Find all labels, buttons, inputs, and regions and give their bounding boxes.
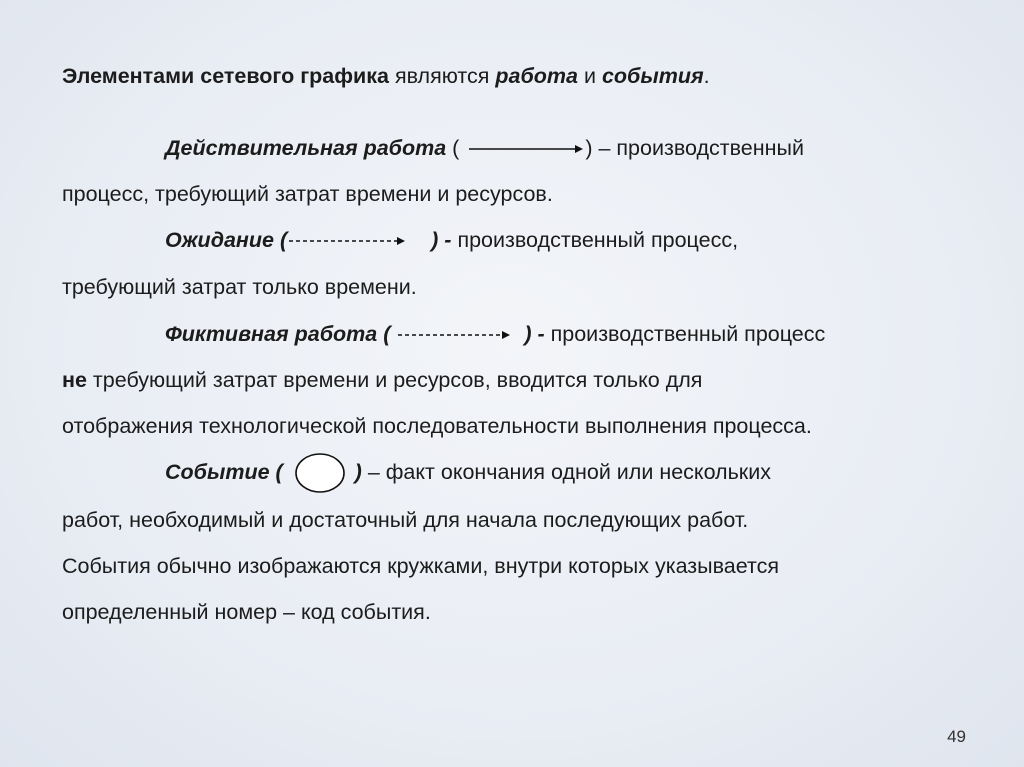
- event-line2: работ, необходимый и достаточный для начала последующих работ.: [62, 508, 749, 532]
- waiting-term: Ожидание (: [165, 228, 288, 252]
- heading-and: и: [577, 64, 602, 88]
- event-line3: События обычно изображаются кружками, внутри которых указывается: [62, 554, 779, 578]
- heading-work: работа: [495, 64, 578, 88]
- waiting-close: ) -: [431, 228, 452, 252]
- real-work-line2: процесс, требующий затрат времени и ресурсов.: [62, 182, 553, 206]
- dashed-arrow-icon: [287, 234, 409, 248]
- heading: [62, 62, 710, 90]
- event-desc: – факт окончания одной или нескольких: [361, 460, 771, 484]
- fictive-term: Фиктивная работа (: [165, 322, 391, 346]
- event-line: [165, 458, 771, 486]
- dashed-arrow-icon: [396, 328, 516, 342]
- real-work-open: (: [446, 136, 460, 160]
- fictive-desc: производственный процесс: [544, 322, 826, 346]
- fictive-line: [165, 320, 825, 348]
- fictive-line2: [62, 366, 702, 394]
- real-work-line: [165, 134, 804, 162]
- fictive-line2-text: требующий затрат времени и ресурсов, вводится только для: [86, 368, 703, 392]
- waiting-desc: производственный процесс,: [457, 228, 739, 252]
- real-work-close: ) – производственный: [585, 136, 804, 160]
- heading-mid: являются: [389, 64, 496, 88]
- waiting-line2: требующий затрат только времени.: [62, 275, 417, 299]
- fictive-not: не: [62, 368, 87, 392]
- event-line4: определенный номер – код события.: [62, 600, 431, 624]
- event-term: Событие (: [165, 460, 283, 484]
- fictive-line3: отображения технологической последовательности выполнения процесса.: [62, 414, 812, 438]
- page-number: 49: [947, 727, 966, 746]
- heading-bold: Элементами сетевого графика: [62, 64, 389, 88]
- heading-end: .: [703, 64, 710, 88]
- event-circle-icon: [293, 451, 349, 495]
- waiting-line: [165, 226, 738, 254]
- solid-arrow-icon: [465, 142, 585, 156]
- real-work-term: Действительная работа: [165, 136, 447, 160]
- fictive-close: ) -: [524, 322, 545, 346]
- event-close: ): [354, 460, 362, 484]
- heading-events: события: [601, 64, 704, 88]
